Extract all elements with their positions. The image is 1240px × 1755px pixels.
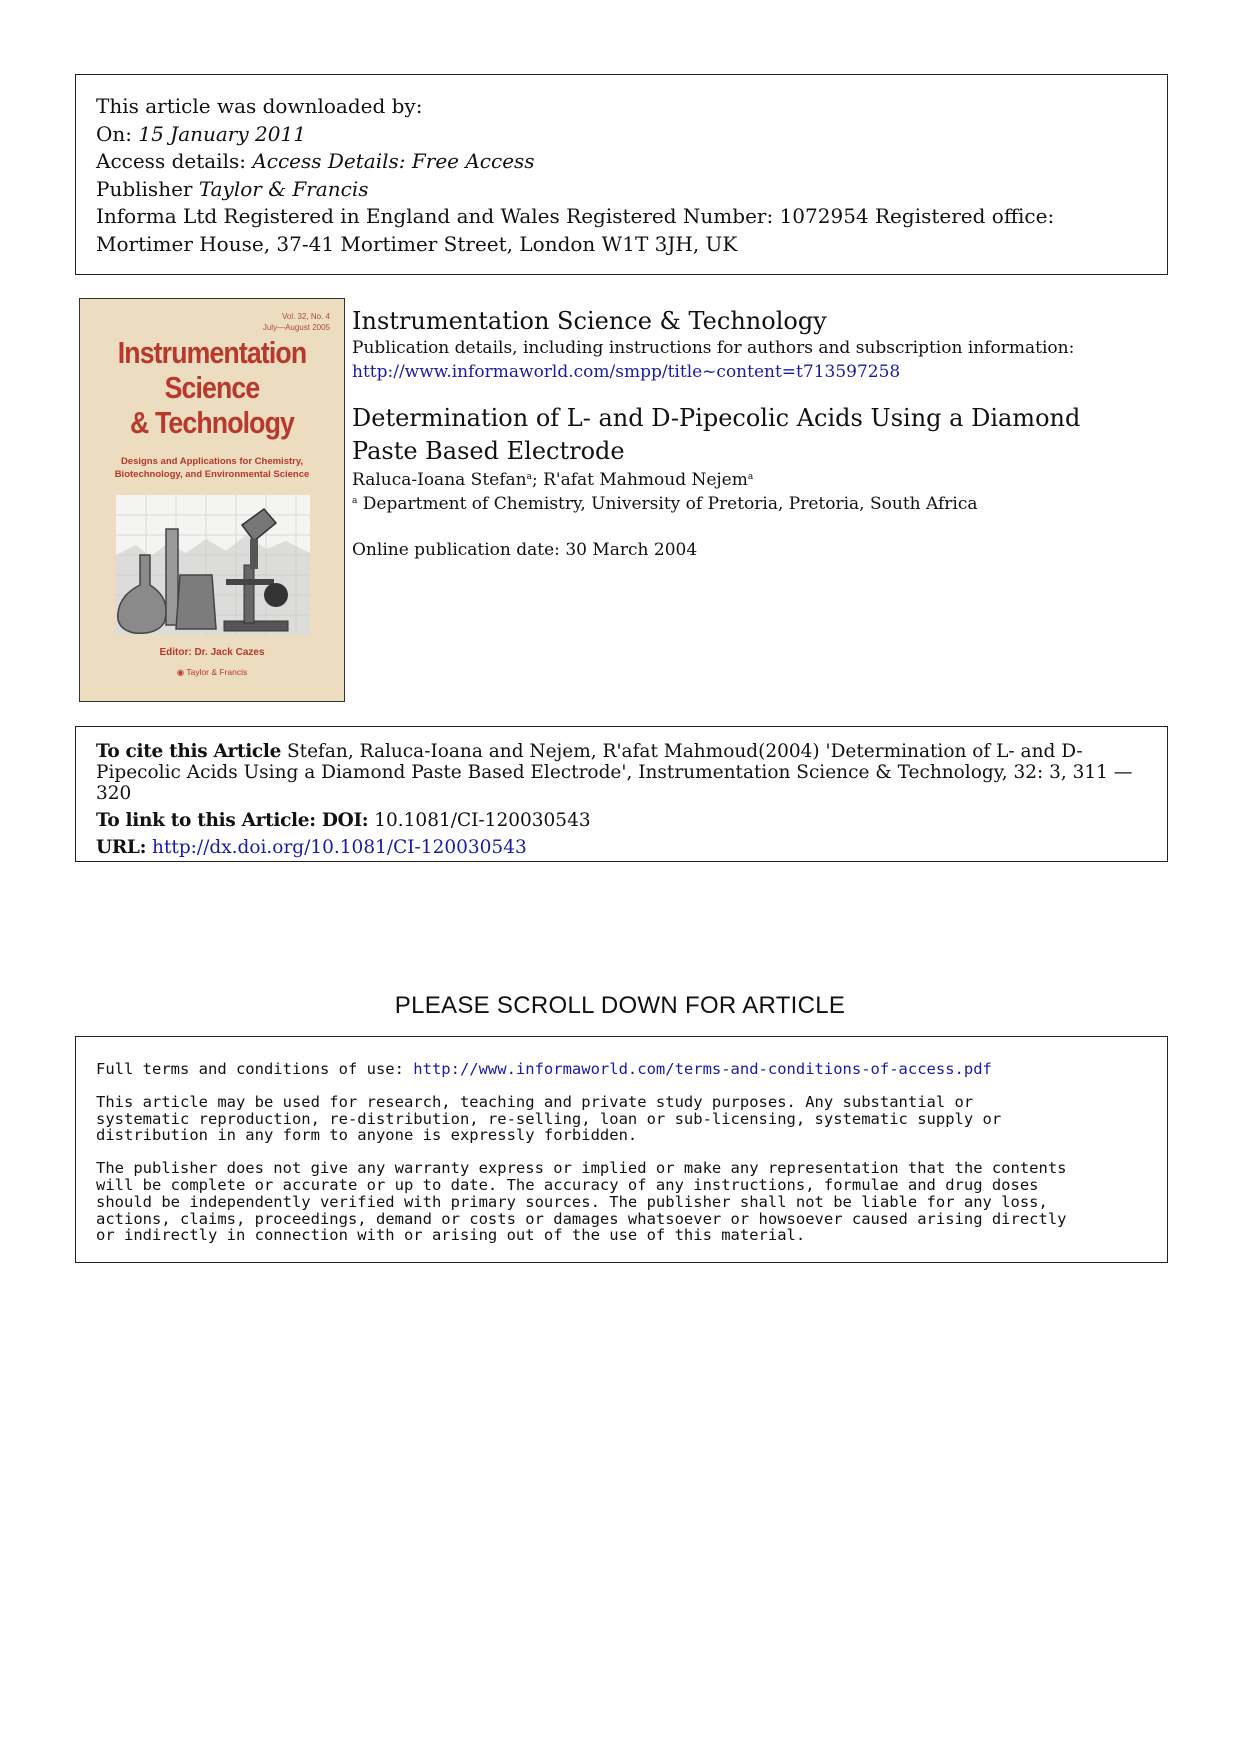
doi-line bbox=[96, 810, 1147, 831]
author-separator: ; bbox=[531, 470, 544, 490]
download-info-box bbox=[75, 74, 1168, 275]
cover-title-line: Instrumentation bbox=[117, 335, 307, 370]
scroll-down-message: PLEASE SCROLL DOWN FOR ARTICLE bbox=[394, 992, 846, 1019]
cite-text: Stefan, Raluca-Ioana and Nejem, R'afat Mahmoud(2004) 'Determination of L- and D-Pipecolic Acids Using a Diamond Paste Based Electrode', Instrumentation Science & Technology, 32: 3, 311 — 320 bbox=[96, 741, 1133, 804]
affiliation-mark: a bbox=[352, 496, 358, 506]
article-title: Determination of L- and D-Pipecolic Acids Using a Diamond Paste Based Electrode bbox=[352, 404, 1081, 465]
cover-volume-number: Vol. 32, No. 4 bbox=[281, 312, 330, 321]
terms-label: Full terms and conditions of use: bbox=[96, 1060, 414, 1078]
affiliation-line bbox=[352, 492, 1152, 516]
cover-subtitle-line: Biotechnology, and Environmental Science bbox=[114, 469, 310, 480]
access-details-line bbox=[96, 148, 1147, 176]
citation-box bbox=[75, 726, 1168, 862]
affiliation-mark: a bbox=[747, 472, 754, 482]
cite-label: To cite this Article bbox=[96, 741, 282, 762]
author-name: R'afat Mahmoud Nejem bbox=[543, 470, 748, 490]
publisher-line bbox=[96, 176, 1147, 204]
cover-title bbox=[98, 335, 325, 440]
online-publication-date: Online publication date: 30 March 2004 bbox=[352, 540, 698, 560]
lab-glassware-illustration bbox=[116, 495, 310, 635]
download-date: 15 January 2011 bbox=[138, 121, 306, 146]
registered-office-text: Informa Ltd Registered in England and Wales Registered Number: 1072954 Registered office: Mortimer House, 37-41 Mortimer Street, London W1T 3JH, UK bbox=[96, 204, 1055, 256]
downloaded-by-text: This article was downloaded by: bbox=[96, 94, 423, 118]
terms-disclaimer-paragraph: The publisher does not give any warranty express or implied or make any representation that the contents will be complete or accurate or up to date. The accuracy of any instructions, formulae and drug doses should be independently verified with primary sources. The publisher shall not be liable for any loss, actions, claims, proceedings, demand or costs or damages whatsoever or howsoever caused arising directly or indirectly in connection with or arising out of the use of this material. bbox=[96, 1159, 1067, 1245]
publisher-logo-icon: ◉ bbox=[176, 667, 185, 677]
terms-line bbox=[96, 1061, 1147, 1078]
doi-url-link[interactable]: http://dx.doi.org/10.1081/CI-120030543 bbox=[152, 837, 527, 858]
cover-subtitle bbox=[80, 455, 344, 481]
publication-details: Publication details, including instructions for authors and subscription information: bbox=[352, 338, 1075, 358]
access-value: Access Details: Free Access bbox=[252, 149, 535, 173]
publisher-value: Taylor & Francis bbox=[198, 176, 369, 201]
access-label: Access details: bbox=[96, 149, 246, 173]
url-label: URL: bbox=[96, 837, 147, 858]
doi-value: 10.1081/CI-120030543 bbox=[374, 810, 591, 831]
terms-usage-paragraph: This article may be used for research, teaching and private study purposes. Any substantial or systematic reproduction, re-distribution, re-selling, loan or sub-licensing, systematic supply or distribution in any form to anyone is expressly forbidden. bbox=[96, 1092, 1002, 1145]
affiliation-text: Department of Chemistry, University of Pretoria, Pretoria, South Africa bbox=[362, 494, 978, 514]
cover-subtitle-line: Designs and Applications for Chemistry, bbox=[120, 456, 304, 467]
cover-publisher-name: Taylor & Francis bbox=[186, 667, 248, 677]
cover-volume bbox=[263, 311, 330, 333]
terms-url-link[interactable]: http://www.informaworld.com/terms-and-conditions-of-access.pdf bbox=[413, 1060, 992, 1078]
publisher-label: Publisher bbox=[96, 176, 193, 201]
authors-line bbox=[352, 468, 1152, 492]
journal-cover-image bbox=[79, 298, 345, 702]
download-date-line bbox=[96, 121, 1147, 149]
on-label: On: bbox=[96, 121, 133, 146]
cover-title-line: Science bbox=[164, 370, 260, 405]
cite-line bbox=[96, 741, 1147, 804]
url-line bbox=[96, 837, 1147, 858]
cover-issue-date: July—August 2005 bbox=[262, 323, 330, 332]
terms-box bbox=[75, 1036, 1168, 1263]
article-info bbox=[352, 306, 1152, 562]
doi-label: To link to this Article: DOI: bbox=[96, 810, 369, 831]
author-name: Raluca-Ioana Stefan bbox=[352, 470, 527, 490]
journal-title: Instrumentation Science & Technology bbox=[352, 307, 827, 335]
affiliation-mark: a bbox=[526, 472, 532, 482]
cover-title-line: & Technology bbox=[130, 405, 294, 440]
journal-url-link[interactable]: http://www.informaworld.com/smpp/title~content=t713597258 bbox=[352, 362, 901, 382]
cover-publisher-logo bbox=[80, 667, 344, 678]
cover-editor: Editor: Dr. Jack Cazes bbox=[159, 647, 265, 658]
